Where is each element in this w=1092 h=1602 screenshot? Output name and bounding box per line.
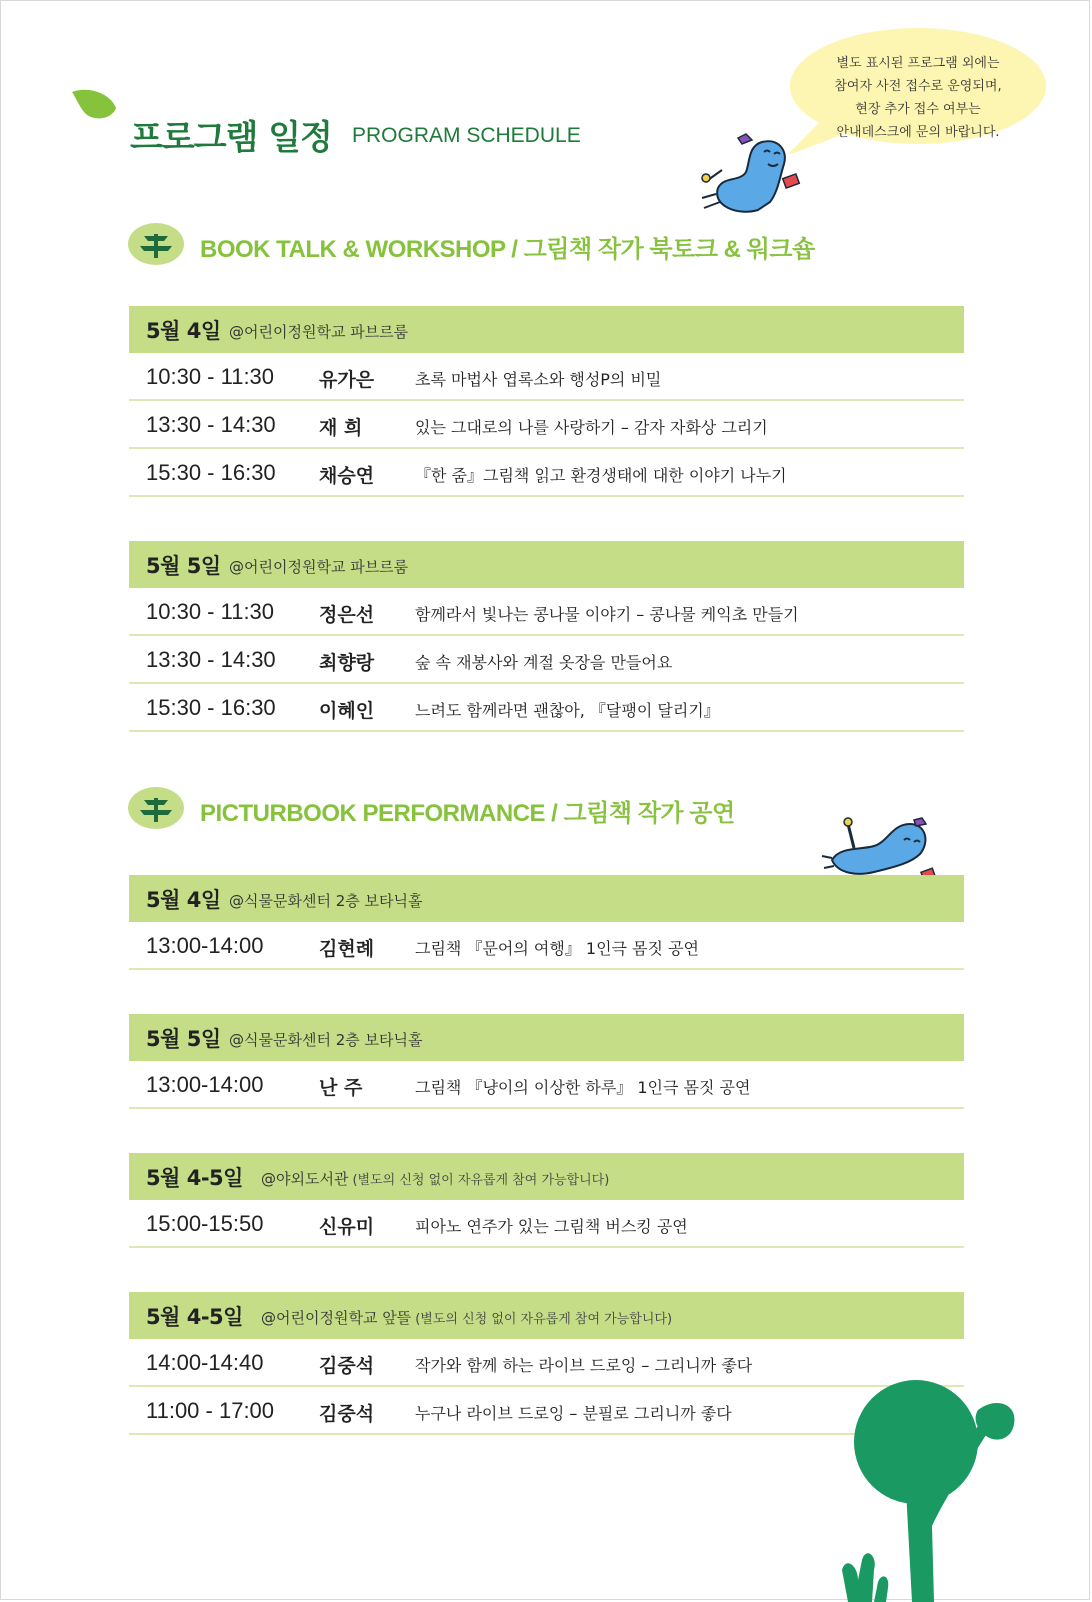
time: 13:30 - 14:30 (146, 647, 276, 672)
schedule-block (129, 875, 964, 970)
schedule-row (129, 636, 964, 684)
artist-name: 김중석 (319, 1355, 375, 1377)
place-label (261, 1307, 672, 1328)
place-name: @야외도서관 (261, 1170, 349, 1188)
artist-name: 재 희 (319, 417, 363, 439)
artist-name: 유가은 (319, 369, 375, 391)
schedule-row (129, 449, 964, 497)
date-label: 5월 4일 (146, 888, 221, 912)
artist-name: 김중석 (319, 1403, 375, 1425)
tree-illustration-icon (828, 1370, 1058, 1602)
program-description: 초록 마법사 엽록소와 행성P의 비밀 (415, 370, 662, 389)
section-header (128, 222, 928, 270)
date-label: 5월 5일 (146, 554, 221, 578)
time: 10:30 - 11:30 (146, 364, 275, 389)
artist-name: 정은선 (319, 604, 375, 626)
artist-name: 이혜인 (319, 700, 375, 722)
leaf-icon (70, 86, 120, 126)
schedule-row (129, 684, 964, 732)
date-band (129, 306, 964, 353)
page-title: 프로그램 일정 (130, 118, 332, 158)
tree-icon (128, 786, 184, 830)
artist-name: 김현례 (319, 938, 375, 960)
time: 13:00-14:00 (146, 933, 264, 958)
date-label: 5월 4일 (146, 319, 221, 343)
program-description: 『한 줌』그림책 읽고 환경생태에 대한 이야기 나누기 (415, 466, 787, 485)
artist-name: 신유미 (319, 1216, 375, 1238)
program-description: 피아노 연주가 있는 그림책 버스킹 공연 (415, 1217, 688, 1236)
place-label: @어린이정원학교 파브르룸 (229, 558, 409, 576)
schedule-row (129, 588, 964, 636)
place-label: @식물문화센터 2층 보타닉홀 (229, 1031, 423, 1049)
notice-line: 별도 표시된 프로그램 외에는 (836, 56, 1000, 71)
place-label: @어린이정원학교 파브르룸 (229, 323, 409, 341)
tree-icon (128, 222, 184, 266)
schedule-row (129, 1061, 964, 1109)
date-band (129, 541, 964, 588)
schedule-row (129, 353, 964, 401)
notice-line: 참여자 사전 접수로 운영되며, (834, 79, 1002, 94)
place-label: @식물문화센터 2층 보타닉홀 (229, 892, 423, 910)
notice-text (786, 52, 1050, 144)
section-title: PICTURBOOK PERFORMANCE / 그림책 작가 공연 (200, 800, 735, 827)
program-description: 그림책 『문어의 여행』 1인극 몸짓 공연 (415, 939, 699, 958)
schedule-block (129, 1153, 964, 1248)
schedule-block (129, 1014, 964, 1109)
place-note: (별도의 신청 없이 자유롭게 참여 가능합니다) (352, 1173, 610, 1188)
schedule-row (129, 401, 964, 449)
time: 15:30 - 16:30 (146, 460, 276, 485)
date-label: 5월 4-5일 (146, 1166, 243, 1190)
section-title: BOOK TALK & WORKSHOP / 그림책 작가 북토크 & 워크숍 (200, 236, 815, 263)
notice-line: 현장 추가 접수 여부는 (855, 102, 981, 117)
place-note: (별도의 신청 없이 자유롭게 참여 가능합니다) (415, 1312, 673, 1327)
schedule-row (129, 1200, 964, 1248)
schedule-row (129, 922, 964, 970)
program-description: 작가와 함께 하는 라이브 드로잉 – 그리니까 좋다 (415, 1356, 753, 1375)
artist-name: 난 주 (319, 1077, 363, 1099)
date-band (129, 1153, 964, 1200)
caterpillar-illustration-icon (698, 132, 808, 216)
place-name: @어린이정원학교 앞뜰 (261, 1309, 412, 1327)
time: 10:30 - 11:30 (146, 599, 275, 624)
program-description: 숲 속 재봉사와 계절 옷장을 만들어요 (415, 653, 673, 672)
schedule-block (129, 306, 964, 497)
program-description: 그림책 『냥이의 이상한 하루』 1인극 몸짓 공연 (415, 1078, 751, 1097)
artist-name: 최향랑 (319, 652, 375, 674)
date-band (129, 1014, 964, 1061)
artist-name: 채승연 (319, 465, 375, 487)
time: 13:30 - 14:30 (146, 412, 276, 437)
place-label (261, 1168, 609, 1189)
section-header (128, 786, 928, 834)
time: 11:00 - 17:00 (146, 1398, 275, 1423)
program-description: 함께라서 빛나는 콩나물 이야기 – 콩나물 케익초 만들기 (415, 605, 799, 624)
time: 13:00-14:00 (146, 1072, 264, 1097)
schedule-block (129, 541, 964, 732)
time: 15:00-15:50 (146, 1211, 264, 1236)
program-description: 느려도 함께라면 괜찮아, 『달팽이 달리기』 (415, 701, 720, 720)
program-description: 누구나 라이브 드로잉 – 분필로 그리니까 좋다 (415, 1404, 732, 1423)
date-label: 5월 5일 (146, 1027, 221, 1051)
date-band (129, 875, 964, 922)
time: 15:30 - 16:30 (146, 695, 276, 720)
date-band (129, 1292, 964, 1339)
notice-line: 안내데스크에 문의 바랍니다. (836, 125, 1000, 140)
date-label: 5월 4-5일 (146, 1305, 243, 1329)
page-subtitle: PROGRAM SCHEDULE (352, 124, 581, 147)
time: 14:00-14:40 (146, 1350, 264, 1375)
program-description: 있는 그대로의 나를 사랑하기 – 감자 자화상 그리기 (415, 418, 768, 437)
